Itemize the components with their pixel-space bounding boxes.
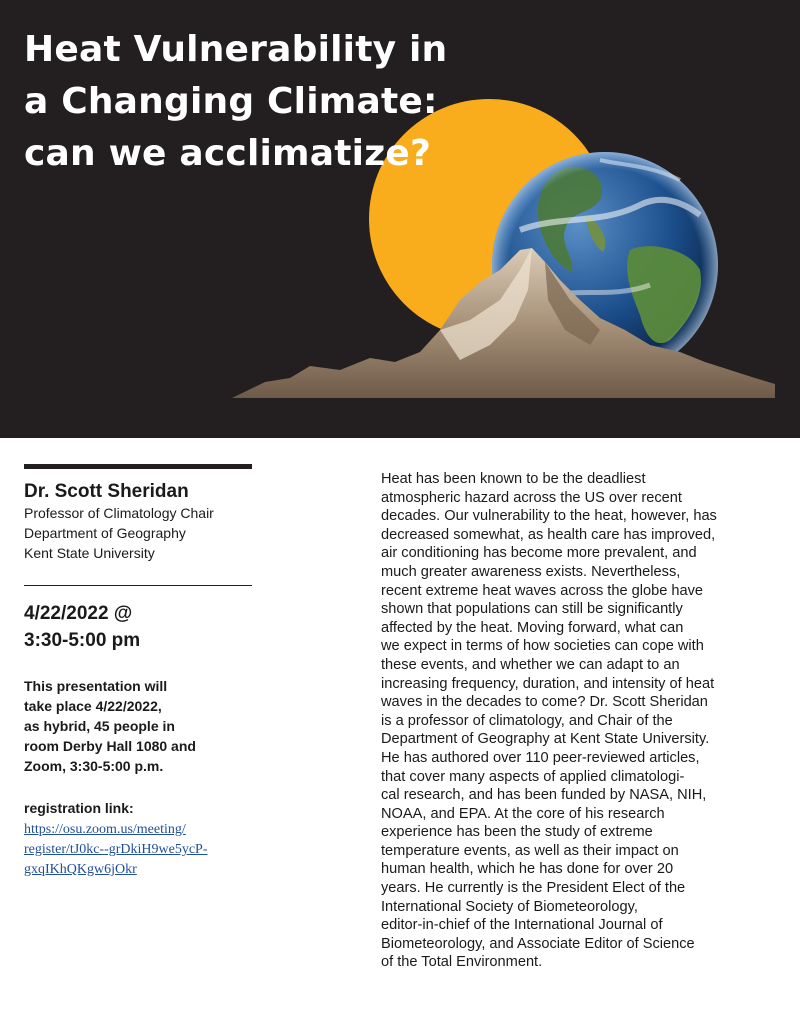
abstract-line: He has authored over 110 peer-reviewed articles,	[381, 749, 700, 766]
presentation-line: as hybrid, 45 people in	[24, 718, 175, 734]
abstract-line: decreased somewhat, as health care has improved,	[381, 526, 716, 543]
speaker-department: Department of Geography	[24, 525, 186, 541]
abstract-line: affected by the heat. Moving forward, what can	[381, 619, 684, 636]
divider-thick	[24, 464, 252, 469]
registration-label: registration link:	[24, 800, 134, 816]
abstract-line: atmospheric hazard across the US over recent	[381, 489, 682, 506]
abstract-line: recent extreme heat waves across the globe have	[381, 582, 704, 599]
title-line-3: can we acclimatize?	[24, 133, 432, 174]
abstract-line: cal research, and has been funded by NASA, NIH,	[381, 787, 707, 804]
abstract-line: Biometeorology, and Associate Editor of Science	[381, 935, 695, 952]
registration-link[interactable]	[24, 820, 252, 880]
divider-thin	[24, 585, 252, 586]
registration-link-line: register/tJ0kc--grDkiH9we5ycP-	[24, 842, 208, 857]
registration-link-line: https://osu.zoom.us/meeting/	[24, 822, 186, 837]
abstract-line: that cover many aspects of applied climatologi-	[381, 768, 685, 785]
presentation-line: take place 4/22/2022,	[24, 698, 162, 714]
abstract-line: NOAA, and EPA. At the core of his research	[381, 805, 665, 822]
title-line-2: a Changing Climate:	[24, 81, 438, 122]
abstract-line: years. He currently is the President Elect of the	[381, 880, 686, 897]
abstract-line: Department of Geography at Kent State University.	[381, 731, 710, 748]
registration-link-line: gxqIKhQKgw6jOkr	[24, 862, 137, 877]
speaker-name: Dr. Scott Sheridan	[24, 481, 189, 502]
abstract-line: increasing frequency, duration, and intensity of heat	[381, 675, 715, 692]
event-title	[24, 24, 544, 180]
abstract-line: we expect in terms of how societies can cope with	[381, 638, 704, 655]
presentation-line: This presentation will	[24, 678, 168, 694]
presentation-line: room Derby Hall 1080 and	[24, 738, 196, 754]
speaker-role: Professor of Climatology Chair	[24, 505, 214, 521]
abstract-line: these events, and whether we can adapt to an	[381, 656, 680, 673]
event-date: 4/22/2022 @	[24, 603, 133, 624]
speaker-info-column	[24, 464, 252, 880]
abstract-line: shown that populations can still be significantly	[381, 601, 683, 618]
abstract-line: International Society of Biometeorology,	[381, 898, 638, 915]
abstract-line: Heat has been known to be the deadliest	[381, 471, 646, 487]
abstract-text	[381, 470, 781, 972]
abstract-line: experience has been the study of extreme	[381, 824, 653, 841]
abstract-line: decades. Our vulnerability to the heat, however, has	[381, 508, 717, 525]
presentation-line: Zoom, 3:30-5:00 p.m.	[24, 758, 164, 774]
abstract-line: of the Total Environment.	[381, 954, 543, 971]
title-line-1: Heat Vulnerability in	[24, 29, 448, 70]
presentation-details	[24, 676, 252, 776]
event-time: 3:30-5:00 pm	[24, 630, 141, 651]
abstract-line: much greater awareness exists. Nevertheless,	[381, 563, 681, 580]
abstract-line: human health, which he has done for over 20	[381, 861, 674, 878]
event-datetime	[24, 600, 252, 654]
speaker-university: Kent State University	[24, 545, 155, 561]
abstract-line: air conditioning has become more prevalent, and	[381, 545, 697, 562]
abstract-line: editor-in-chief of the International Journal of	[381, 917, 663, 934]
abstract-line: temperature events, as well as their impact on	[381, 842, 679, 859]
abstract-line: waves in the decades to come? Dr. Scott Sheridan	[381, 694, 708, 711]
abstract-line: is a professor of climatology, and Chair of the	[381, 712, 673, 729]
hero-banner	[0, 0, 800, 438]
